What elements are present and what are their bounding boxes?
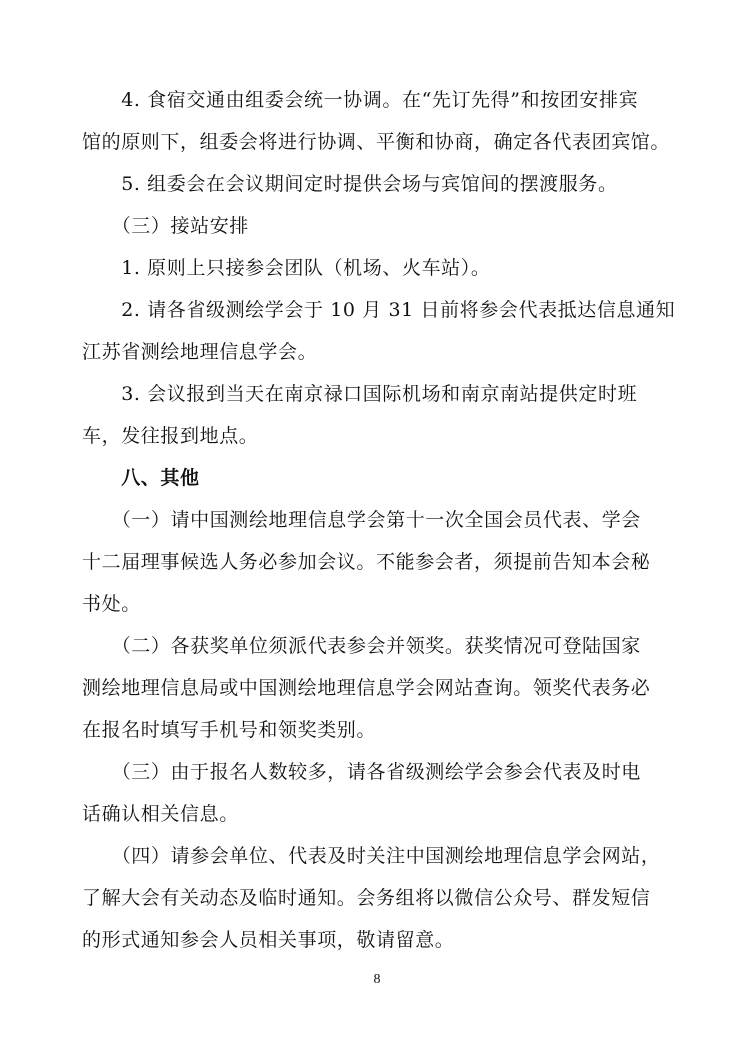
other-item-4-line-1: （四）请参会单位、代表及时关注中国测绘地理信息学会网站，	[82, 845, 661, 867]
pickup-item-3-line-2: 车，发往报到地点。	[82, 425, 259, 447]
pickup-item-1: 1. 原则上只接参会团队（机场、火车站）。	[82, 257, 491, 279]
other-item-4-line-2: 了解大会有关动态及临时通知。会务组将以微信公众号、群发短信	[82, 887, 651, 909]
pickup-item-2-line-2: 江苏省测绘地理信息学会。	[82, 341, 318, 363]
pickup-item-2-line-1: 2. 请各省级测绘学会于 10 月 31 日前将参会代表抵达信息通知	[82, 299, 676, 321]
other-item-2-line-2: 测绘地理信息局或中国测绘地理信息学会网站查询。领奖代表务必	[82, 677, 651, 699]
section-other-heading: 八、其他	[82, 467, 200, 489]
other-item-3-line-1: （三）由于报名人数较多，请各省级测绘学会参会代表及时电	[82, 761, 641, 783]
other-item-1-line-1: （一）请中国测绘地理信息学会第十一次全国会员代表、学会	[82, 509, 641, 531]
section-pickup-heading: （三）接站安排	[82, 215, 249, 237]
other-item-3-line-2: 话确认相关信息。	[82, 803, 239, 825]
page-number: 8	[373, 972, 381, 987]
item-4-line-1: 4. 食宿交通由组委会统一协调。在“先订先得”和按团安排宾	[82, 89, 639, 111]
other-item-1-line-3: 书处。	[82, 593, 141, 615]
item-5-line: 5. 组委会在会议期间定时提供会场与宾馆间的摆渡服务。	[82, 173, 618, 195]
other-item-2-line-1: （二）各获奖单位须派代表参会并领奖。获奖情况可登陆国家	[82, 635, 641, 657]
pickup-item-3-line-1: 3. 会议报到当天在南京禄口国际机场和南京南站提供定时班	[82, 383, 638, 405]
item-4-line-2: 馆的原则下，组委会将进行协调、平衡和协商，确定各代表团宾馆。	[82, 131, 671, 153]
other-item-1-line-2: 十二届理事候选人务必参加会议。不能参会者，须提前告知本会秘	[82, 551, 651, 573]
other-item-4-line-3: 的形式通知参会人员相关事项，敬请留意。	[82, 929, 455, 951]
other-item-2-line-3: 在报名时填写手机号和领奖类别。	[82, 719, 377, 741]
